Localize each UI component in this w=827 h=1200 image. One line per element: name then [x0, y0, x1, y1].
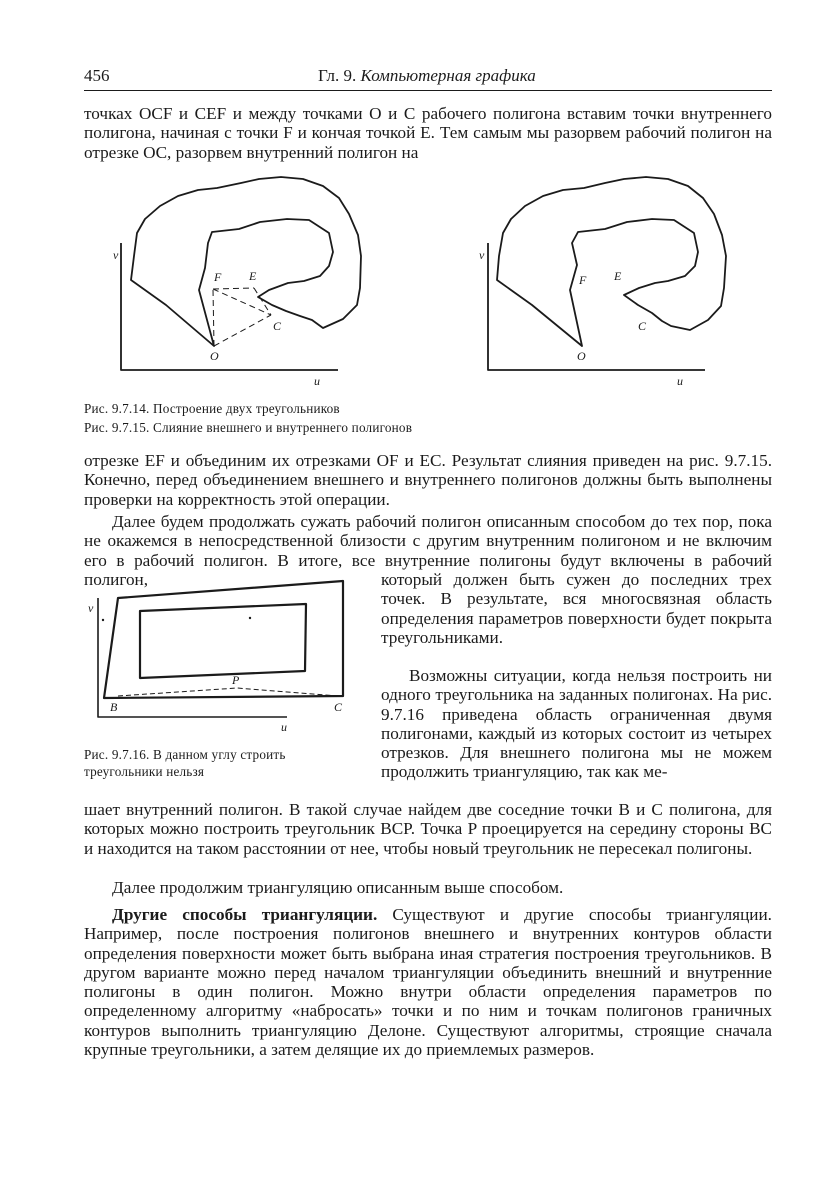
- page-number: 456: [84, 66, 110, 85]
- fig15-label-F: F: [579, 273, 587, 287]
- fig14-label-F: F: [214, 270, 222, 284]
- chapter-title: Компьютерная графика: [360, 66, 536, 85]
- fig15-label-v: v: [479, 248, 485, 262]
- fig15-label-u: u: [677, 374, 683, 388]
- fig15-merged-polygon: [497, 177, 726, 346]
- fig16-label-C: C: [334, 700, 343, 714]
- paragraph-2: отрезке EF и объединим их отрезками OF и EC. Результат слияния приведен на рис. 9.7.15. Конечно, перед объединением внешнего и внутреннего полигонов должны быть выполнены проверки на корректность этой операции.: [84, 451, 772, 509]
- fig15-axes: [488, 243, 705, 370]
- fig14-label-C: C: [273, 319, 282, 333]
- chapter-prefix: Гл. 9.: [318, 66, 357, 85]
- fig15-label-E: E: [614, 269, 622, 283]
- fig14-label-v: v: [113, 248, 119, 262]
- paragraph-3-continuation: который должен быть сужен до последних трех точек. В результате, вся многосвязная область определения параметров поверхности будет покрыта треугольниками.: [381, 570, 772, 647]
- fig15-label-C: C: [638, 319, 647, 333]
- fig15-label-O: O: [577, 349, 586, 363]
- caption-9-7-16-line-1: Рис. 9.7.16. В данном углу строить: [84, 747, 286, 762]
- section-run-in-heading: Другие способы триангуляции.: [112, 905, 378, 924]
- fig14-label-E: E: [249, 269, 257, 283]
- paragraph-4-right-column: Возможны ситуации, когда нельзя построить ни одного треугольника на заданных полигонах. На рис. 9.7.16 приведена область ограниченная двумя полигонами, каждый из которых состоит из четырех отрезков. Для внешнего полигона мы не можем продолжить триангуляцию, так как ме-: [381, 666, 772, 782]
- caption-9-7-15: Рис. 9.7.15. Слияние внешнего и внутреннего полигонов: [84, 420, 413, 435]
- fig16-stray-dot: [249, 617, 251, 619]
- paragraph-5: Далее продолжим триангуляцию описанным выше способом.: [112, 878, 564, 897]
- fig14-label-O: O: [210, 349, 219, 363]
- fig16-stray-dot-2: [102, 619, 104, 621]
- paragraph-3: Далее будем продолжать сужать рабочий полигон описанным способом до тех пор, пока не окажемся в непосредственной близости с другим внутренним полигоном и не включим его в рабочий полигон. В итоге, все внутренние полигоны будут включены в рабочий полигон,: [84, 512, 772, 589]
- fig16-label-u: u: [281, 720, 287, 734]
- paragraph-6-body: Существуют и другие способы триангуляции. Например, после построения полигонов внешнего и внутренних контуров области определения поверхности может быть выбрана иная стратегия построения треугольников. В другом варианте можно перед началом триангуляции объединить внешний и внутренние полигоны в один полигон. Можно внутри области определения параметров по определенному алгоритму «набросать» точки и по ним и точкам полигонов граничных контуров выполнить триангуляцию Делоне. Существуют алгоритмы, строящие сначала крупные треугольники, а затем делящие их до приемлемых размеров.: [84, 905, 772, 1060]
- fig16-label-P: P: [232, 673, 240, 687]
- paragraph-6: [84, 905, 772, 1059]
- paragraph-1: точках OCF и CEF и между точками O и C рабочего полигона вставим точки внутреннего полигона, начиная с точки F и кончая точкой E. Тем самым мы разорвем рабочий полигон на отрезке OC, разорвем внутренний полигон на: [84, 104, 772, 162]
- fig16-triangle-BCP: [118, 688, 338, 696]
- paragraph-4: шает внутренний полигон. В такой случае найдем две соседние точки B и C полигона, для которых можно построить треугольник BCP. Точка P проецируется на середину стороны BC и находится на таком расстоянии от нее, чтобы новый треугольник не пересекал полигоны.: [84, 800, 772, 858]
- fig16-label-v: v: [88, 601, 94, 615]
- caption-9-7-14: Рис. 9.7.14. Построение двух треугольников: [84, 401, 340, 416]
- fig16-inner-polygon: [140, 604, 306, 678]
- fig16-axes: [98, 598, 287, 717]
- fig16-label-B: B: [110, 700, 118, 714]
- fig14-label-u: u: [314, 374, 320, 388]
- caption-9-7-16-line-2: треугольники нельзя: [84, 764, 205, 779]
- figure-9-7-16: [0, 0, 380, 740]
